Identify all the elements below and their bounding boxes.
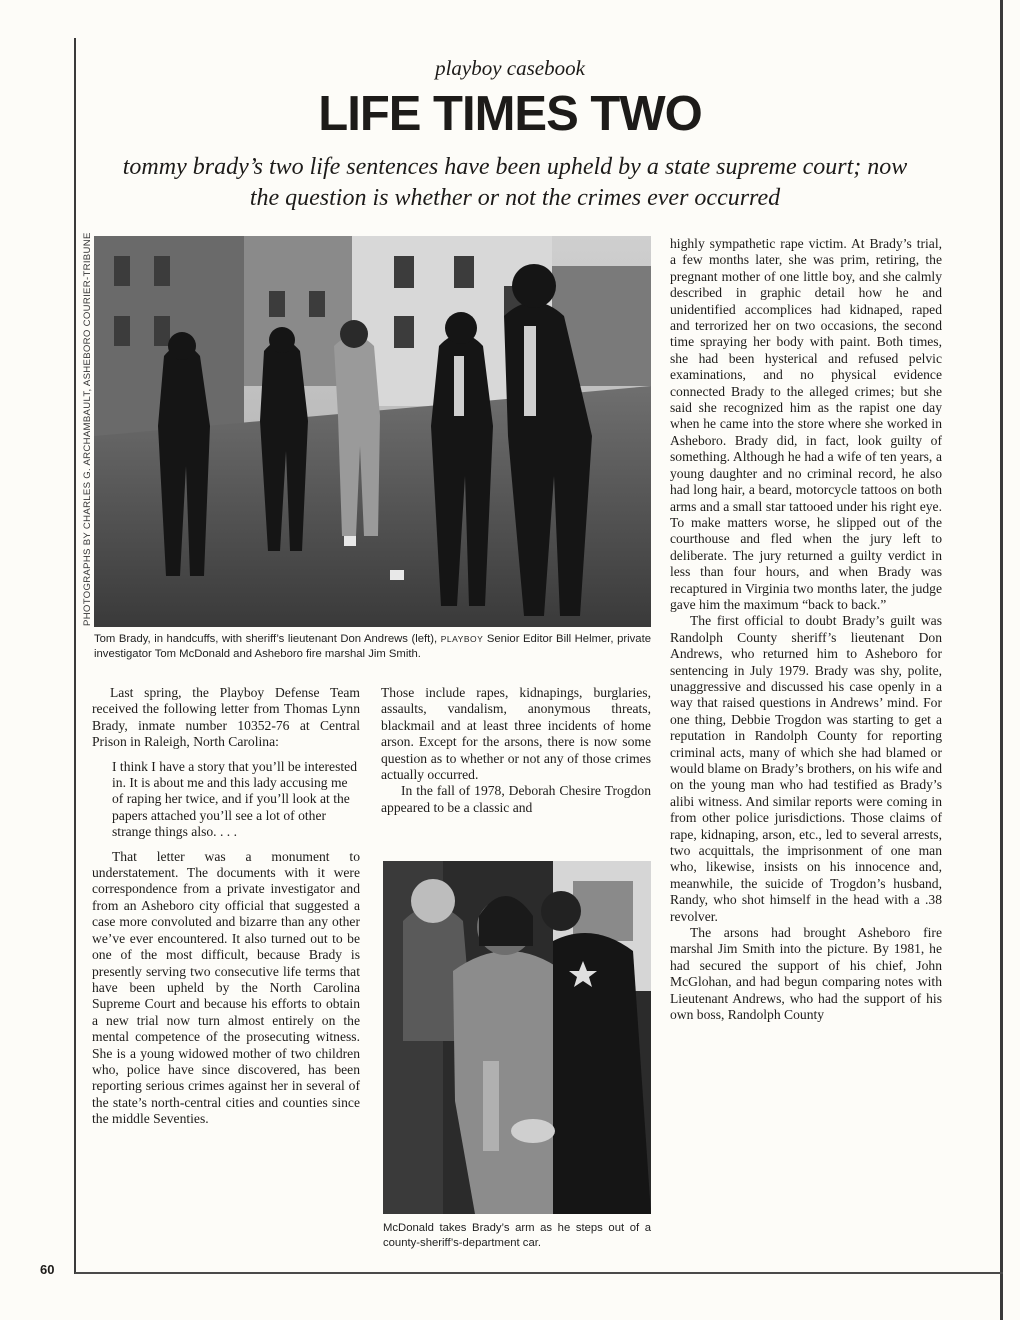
- caption-text-2: Senior Editor Bill Helmer, private investigator Tom McDonald and Asheboro fire marshal Jim Smith.: [94, 633, 651, 660]
- page-number: 60: [40, 1262, 55, 1277]
- section-kicker: playboy casebook: [435, 56, 585, 80]
- article-title: LIFE TIMES TWO: [318, 87, 702, 141]
- paragraph: Last spring, the Playboy Defense Team received the following letter from Thomas Lynn Brady, inmate number 10352-76 at Central Prison in Raleigh, North Carolina:: [92, 685, 360, 750]
- column-3: [670, 236, 942, 1024]
- column-1: [92, 685, 360, 1128]
- main-photo-image: [94, 236, 651, 627]
- second-photo: [383, 861, 651, 1214]
- second-photo-image: [383, 861, 651, 1214]
- page-left-rule: [74, 38, 76, 1274]
- paragraph: That letter was a monument to understatement. The documents with it were correspondence from a private investigator and from an Asheboro city official that suggested a case more convoluted and bizarre than any other we’ve ever encountered. It also turned out to be one of the most difficult, because Brady is presently serving two consecutive life terms that have been upheld by the North Carolina Supreme Court and because his efforts to obtain a new trial now turn almost entirely on the mental competence of the prosecuting witness. She is a young widowed mother of two children who, police have since discovered, has been reporting serious crimes against her in several of the state’s north-central cities and counties since the middle Seventies.: [92, 848, 360, 1127]
- caption-text-1: Tom Brady, in handcuffs, with sheriff’s lieutenant Don Andrews (left),: [94, 633, 441, 645]
- photo-credit-text: PHOTOGRAPHS BY CHARLES G. ARCHAMBAULT, ASHEBORO COURIER-TRIBUNE: [82, 232, 93, 626]
- letter-quote: I think I have a story that you’ll be interested in. It is about me and this lady accusing me of raping her twice, and if you’ll look at the papers attached you’ll see a lot of other strange things also. . . .: [112, 758, 357, 840]
- paragraph: The arsons had brought Asheboro fire marshal Jim Smith into the picture. By 1981, he had secured the support of his chief, John McGlohan, and had begun comparing notes with Lieutenant Andrews, who had the support of his own boss, Randolph County: [670, 925, 942, 1023]
- paragraph: In the fall of 1978, Deborah Chesire Trogdon appeared to be a classic and: [381, 783, 651, 815]
- main-photo-caption: [94, 632, 651, 662]
- main-photo: [94, 236, 651, 627]
- paragraph: The first official to doubt Brady’s guilt was Randolph County sheriff’s lieutenant Don Andrews, who returned him to Asheboro for sentencing in July 1979. Brady was shy, polite, unaggressive and discussed his case openly in a way that raised questions in Andrews’ mind. For one thing, Debbie Trogdon was starting to get a reputation in Randolph County for reporting criminal acts, many of which she had blamed or would blame on Brady’s brothers, on his wife and on the young man who had testified as Brady’s alibi witness. And similar reports were coming in from other police jurisdictions. Those claims of rape, kidnaping, arson, etc., led to several arrests, two acquittals, the imprisonment of one man who, likewise, insists on his innocence and, meanwhile, the suicide of Trogdon’s husband, Randy, who shot himself in the head with a .38 revolver.: [670, 613, 942, 924]
- page-bottom-rule: [75, 1272, 1003, 1274]
- column-2: [381, 685, 651, 816]
- caption-playboy-smallcaps: PLAYBOY: [440, 634, 484, 644]
- article-deck: tommy brady’s two life sentences have been upheld by a state supreme court; now the question is whether or not the crimes ever occurred: [122, 154, 908, 211]
- second-photo-caption: McDonald takes Brady’s arm as he steps out of a county-sheriff’s-department car.: [383, 1222, 651, 1249]
- paragraph: highly sympathetic rape victim. At Brady’s trial, a few months later, she was prim, retiring, the pregnant mother of one little boy, and she calmly described in graphic detail how he and unidentified accomplices had kidnaped, raped and terrorized her on two occasions, the second time spraying her body with paint. Both times, she had been hysterical and refused pelvic examinations, and no physical evidence connected Brady to the alleged crimes; but she said she recognized him as the rapist one day when he came into the store where she worked in Asheboro. Brady did, in fact, look guilty of something. Although he had a wife of ten years, a young daughter and no criminal record, he also had long hair, a beard, motorcycle tattoos on both arms and a small star tattooed under his right eye. To make matters worse, he slipped out of the courthouse and fled when the jury left to deliberate. The jury returned a guilty verdict in less than four hours, and when Brady was recaptured in Virginia two months later, the judge gave him the maximum “back to back.”: [670, 236, 942, 612]
- page-right-edge: [1000, 0, 1003, 1320]
- paragraph: Those include rapes, kidnapings, burglaries, assaults, vandalism, anonymous threats, blackmail and at least three incidents of home arson. Except for the arsons, there is now some question as to whether or not any of those crimes actually occurred.: [381, 685, 651, 783]
